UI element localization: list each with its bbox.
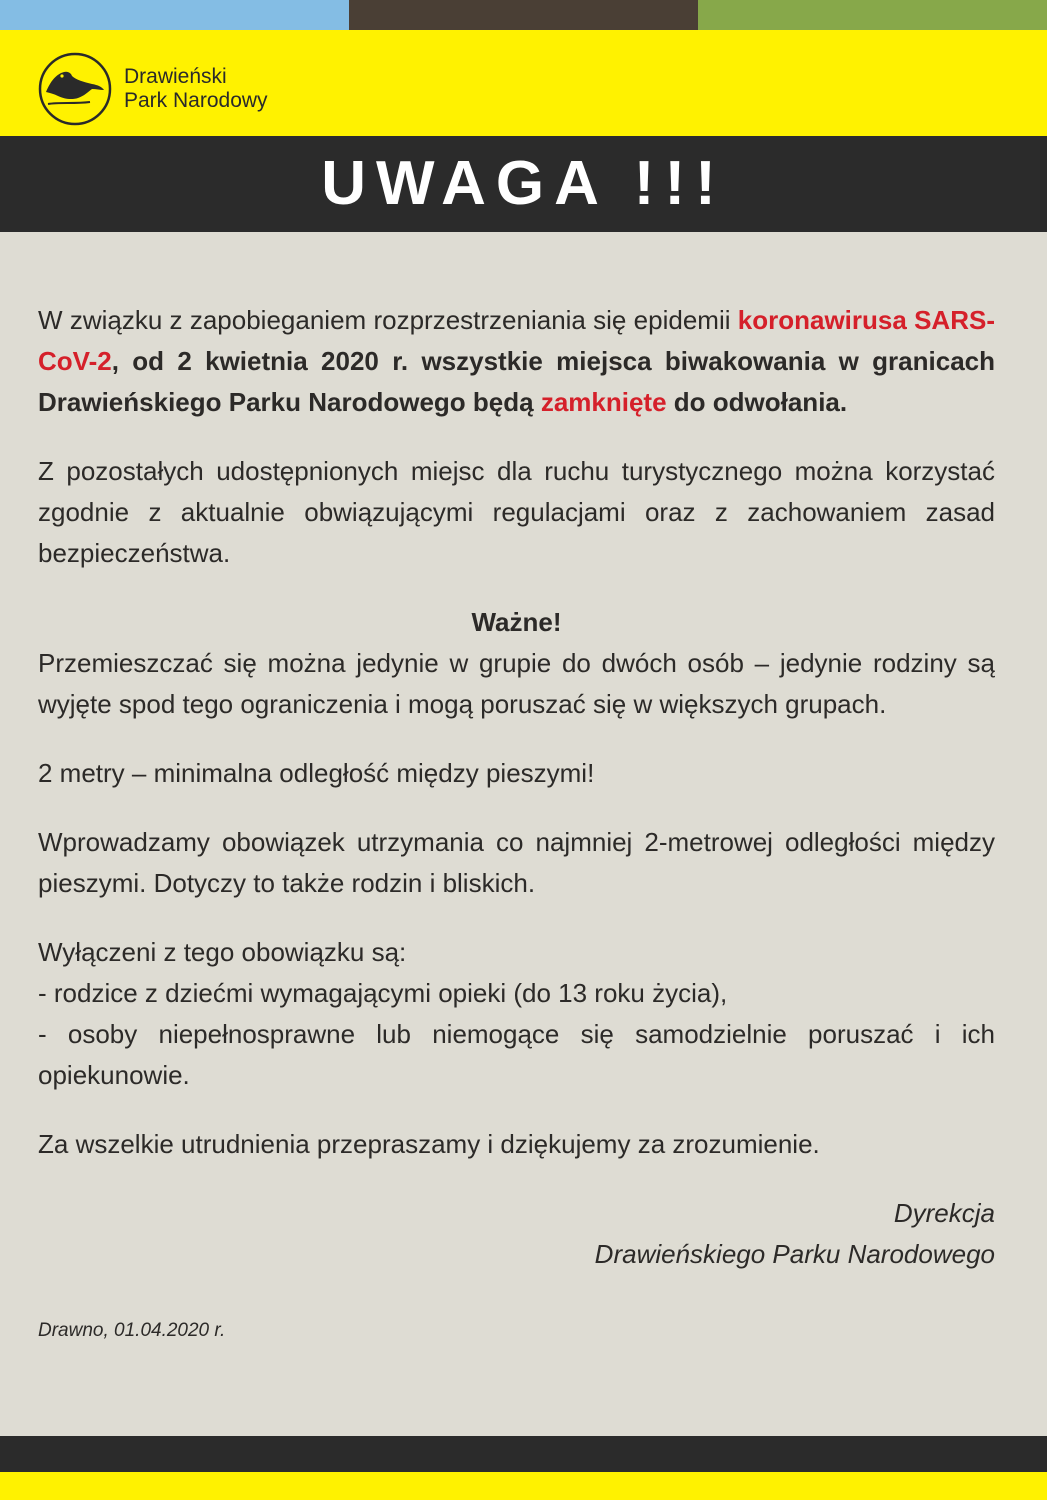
paragraph-other-places: Z pozostałych udostępnionych miejsc dla ruchu turystycznego można korzystać zgodnie z aktualnie obwiązującymi regulacjami oraz z zachowaniem zasad bezpieczeństwa. xyxy=(38,456,995,568)
exempt-heading: Wyłączeni z tego obowiązku są: xyxy=(38,937,407,967)
p1-virus-highlight: koronawirusa SARS-CoV-2 xyxy=(38,305,995,376)
p1-text-c: , od 2 kwietnia 2020 r. wszystkie miejsca biwakowania w granicach Drawieńskiego Parku Narodowego będą xyxy=(38,346,995,417)
signature-line2: Drawieńskiego Parku Narodowego xyxy=(594,1239,995,1269)
stripe-brown xyxy=(349,0,698,30)
title-band xyxy=(0,136,1047,232)
paragraph-groups: Przemieszczać się można jedynie w grupie do dwóch osób – jedynie rodziny są wyjęte spod tego ograniczenia i mogą poruszać się w większych grupach. xyxy=(38,648,995,719)
footer-band-dark xyxy=(0,1436,1047,1472)
park-logo xyxy=(38,52,268,126)
paragraph-distance: 2 metry – minimalna odległość między pieszymi! xyxy=(38,758,595,788)
park-name xyxy=(124,65,268,113)
exempt-item-2: - osoby niepełnosprawne lub niemogące się samodzielnie poruszać i ich opiekunowie. xyxy=(38,1019,995,1090)
important-heading: Ważne! xyxy=(471,607,562,637)
page-title: UWAGA !!! xyxy=(321,149,726,218)
stripe-blue xyxy=(0,0,349,30)
stripe-green xyxy=(698,0,1047,30)
header-band xyxy=(0,30,1047,136)
otter-logo-icon xyxy=(38,52,112,126)
p1-text-e: do odwołania. xyxy=(666,387,848,417)
exempt-item-1: - rodzice z dziećmi wymagającymi opieki (do 13 roku życia), xyxy=(38,978,728,1008)
paragraph-obligation: Wprowadzamy obowiązek utrzymania co najmniej 2-metrowej odległości między pieszymi. Dotyczy to także rodzin i bliskich. xyxy=(38,827,995,898)
park-name-line2: Park Narodowy xyxy=(124,89,268,112)
p1-text-a: W związku z zapobieganiem rozprzestrzeniania się epidemii xyxy=(38,305,738,335)
p1-closed-highlight: zamknięte xyxy=(540,387,667,417)
paragraph-apology: Za wszelkie utrudnienia przepraszamy i dziękujemy za zrozumienie. xyxy=(38,1129,820,1159)
issue-date: Drawno, 01.04.2020 r. xyxy=(38,1320,226,1341)
top-color-stripes xyxy=(0,0,1047,30)
paragraph-closure xyxy=(38,300,995,423)
footer-band-yellow xyxy=(0,1472,1047,1500)
notice-body xyxy=(38,300,995,1343)
signature-line1: Dyrekcja xyxy=(893,1198,995,1228)
park-name-line1: Drawieński xyxy=(124,65,227,88)
